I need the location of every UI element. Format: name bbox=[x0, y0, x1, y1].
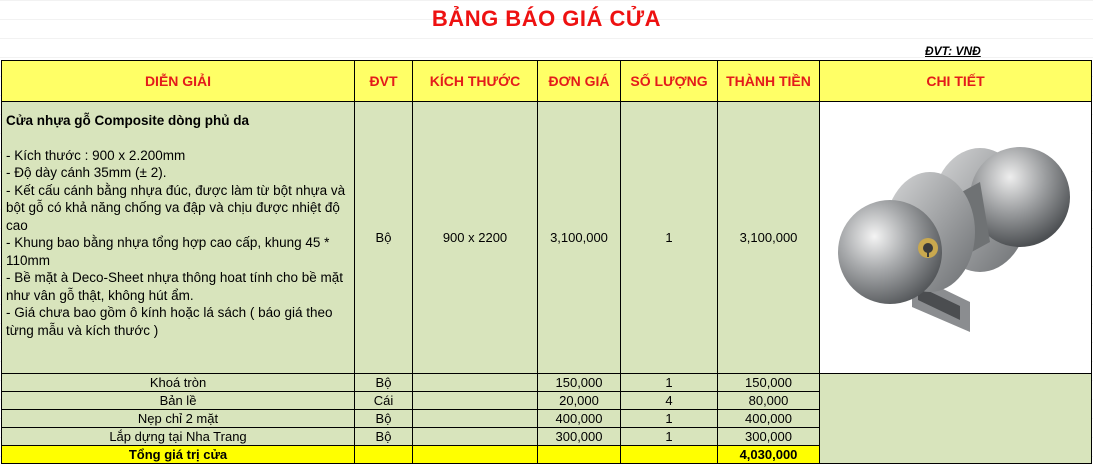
header-amount[interactable]: THÀNH TIỀN bbox=[718, 61, 820, 102]
total-label[interactable]: Tổng giá trị cửa bbox=[2, 446, 355, 464]
sub-item-name[interactable]: Nẹp chỉ 2 mặt bbox=[2, 410, 355, 428]
sub-item-size[interactable] bbox=[413, 428, 538, 446]
sub-item-unit-price[interactable]: 400,000 bbox=[538, 410, 621, 428]
total-empty-cell[interactable] bbox=[413, 446, 538, 464]
sub-item-amount[interactable]: 150,000 bbox=[718, 374, 820, 392]
main-item-row bbox=[2, 102, 1092, 374]
total-empty-cell[interactable] bbox=[621, 446, 718, 464]
sub-item-name[interactable]: Khoá tròn bbox=[2, 374, 355, 392]
sub-item-unit[interactable]: Cái bbox=[355, 392, 413, 410]
sub-item-unit[interactable]: Bộ bbox=[355, 410, 413, 428]
sub-item-unit-price[interactable]: 300,000 bbox=[538, 428, 621, 446]
main-item-line: - Độ dày cánh 35mm (± 2). bbox=[6, 165, 167, 180]
sub-item-quantity[interactable]: 1 bbox=[621, 410, 718, 428]
total-amount[interactable]: 4,030,000 bbox=[718, 446, 820, 464]
sub-item-quantity[interactable]: 1 bbox=[621, 428, 718, 446]
door-knob-image bbox=[820, 102, 1086, 370]
sub-item-unit[interactable]: Bộ bbox=[355, 374, 413, 392]
main-item-line: - Khung bao bằng nhựa tổng hợp cao cấp, khung 45 * 110mm bbox=[6, 235, 330, 268]
sub-item-unit[interactable]: Bộ bbox=[355, 428, 413, 446]
sub-item-amount[interactable]: 400,000 bbox=[718, 410, 820, 428]
main-item-line: - Bề mặt à Deco-Sheet nhựa thông hoat tính cho bề mặt như vân gỗ thật, không hút ẩm. bbox=[6, 270, 343, 303]
main-item-line: - Giá chưa bao gồm ô kính hoặc lá sách ( báo giá theo từng mẫu và kích thước ) bbox=[6, 305, 333, 338]
main-item-description-cell[interactable] bbox=[2, 102, 355, 374]
unit-note: ĐVT: VNĐ bbox=[925, 44, 981, 58]
header-row bbox=[2, 61, 1092, 102]
sub-item-amount[interactable]: 300,000 bbox=[718, 428, 820, 446]
main-item-line: - Kích thước : 900 x 2.200mm bbox=[6, 147, 186, 163]
main-item-line: - Kết cấu cánh bằng nhựa đúc, được làm từ bột nhựa và bột gỗ có khả năng chống va đập và chịu được nhiệt độ cao bbox=[6, 182, 346, 233]
main-item-size[interactable]: 900 x 2200 bbox=[413, 102, 538, 374]
main-item-unit-price[interactable]: 3,100,000 bbox=[538, 102, 621, 374]
sub-item-quantity[interactable]: 1 bbox=[621, 374, 718, 392]
quote-table bbox=[1, 60, 1092, 464]
sub-item-quantity[interactable]: 4 bbox=[621, 392, 718, 410]
main-item-unit[interactable]: Bộ bbox=[355, 102, 413, 374]
sub-item-size[interactable] bbox=[413, 374, 538, 392]
table-row bbox=[2, 374, 1092, 392]
total-empty-cell[interactable] bbox=[355, 446, 413, 464]
header-unit-price[interactable]: ĐƠN GIÁ bbox=[538, 61, 621, 102]
header-unit[interactable]: ĐVT bbox=[355, 61, 413, 102]
sub-item-unit-price[interactable]: 20,000 bbox=[538, 392, 621, 410]
header-size[interactable]: KÍCH THƯỚC bbox=[413, 61, 538, 102]
sub-item-size[interactable] bbox=[413, 392, 538, 410]
sub-item-name[interactable]: Lắp dựng tại Nha Trang bbox=[2, 428, 355, 446]
header-detail[interactable]: CHI TIẾT bbox=[820, 61, 1092, 102]
page-title: BẢNG BÁO GIÁ CỬA bbox=[431, 6, 662, 31]
total-empty-cell[interactable] bbox=[538, 446, 621, 464]
sub-item-unit-price[interactable]: 150,000 bbox=[538, 374, 621, 392]
header-description[interactable]: DIỄN GIẢI bbox=[2, 61, 355, 102]
main-item-amount[interactable]: 3,100,000 bbox=[718, 102, 820, 374]
header-quantity[interactable]: SỐ LƯỢNG bbox=[621, 61, 718, 102]
detail-blank-cell[interactable] bbox=[820, 374, 1092, 464]
sub-item-amount[interactable]: 80,000 bbox=[718, 392, 820, 410]
sub-item-name[interactable]: Bản lề bbox=[2, 392, 355, 410]
sub-item-size[interactable] bbox=[413, 410, 538, 428]
main-item-quantity[interactable]: 1 bbox=[621, 102, 718, 374]
main-item-title: Cửa nhựa gỗ Composite dòng phủ da bbox=[6, 113, 250, 128]
detail-image-cell[interactable] bbox=[820, 102, 1092, 374]
